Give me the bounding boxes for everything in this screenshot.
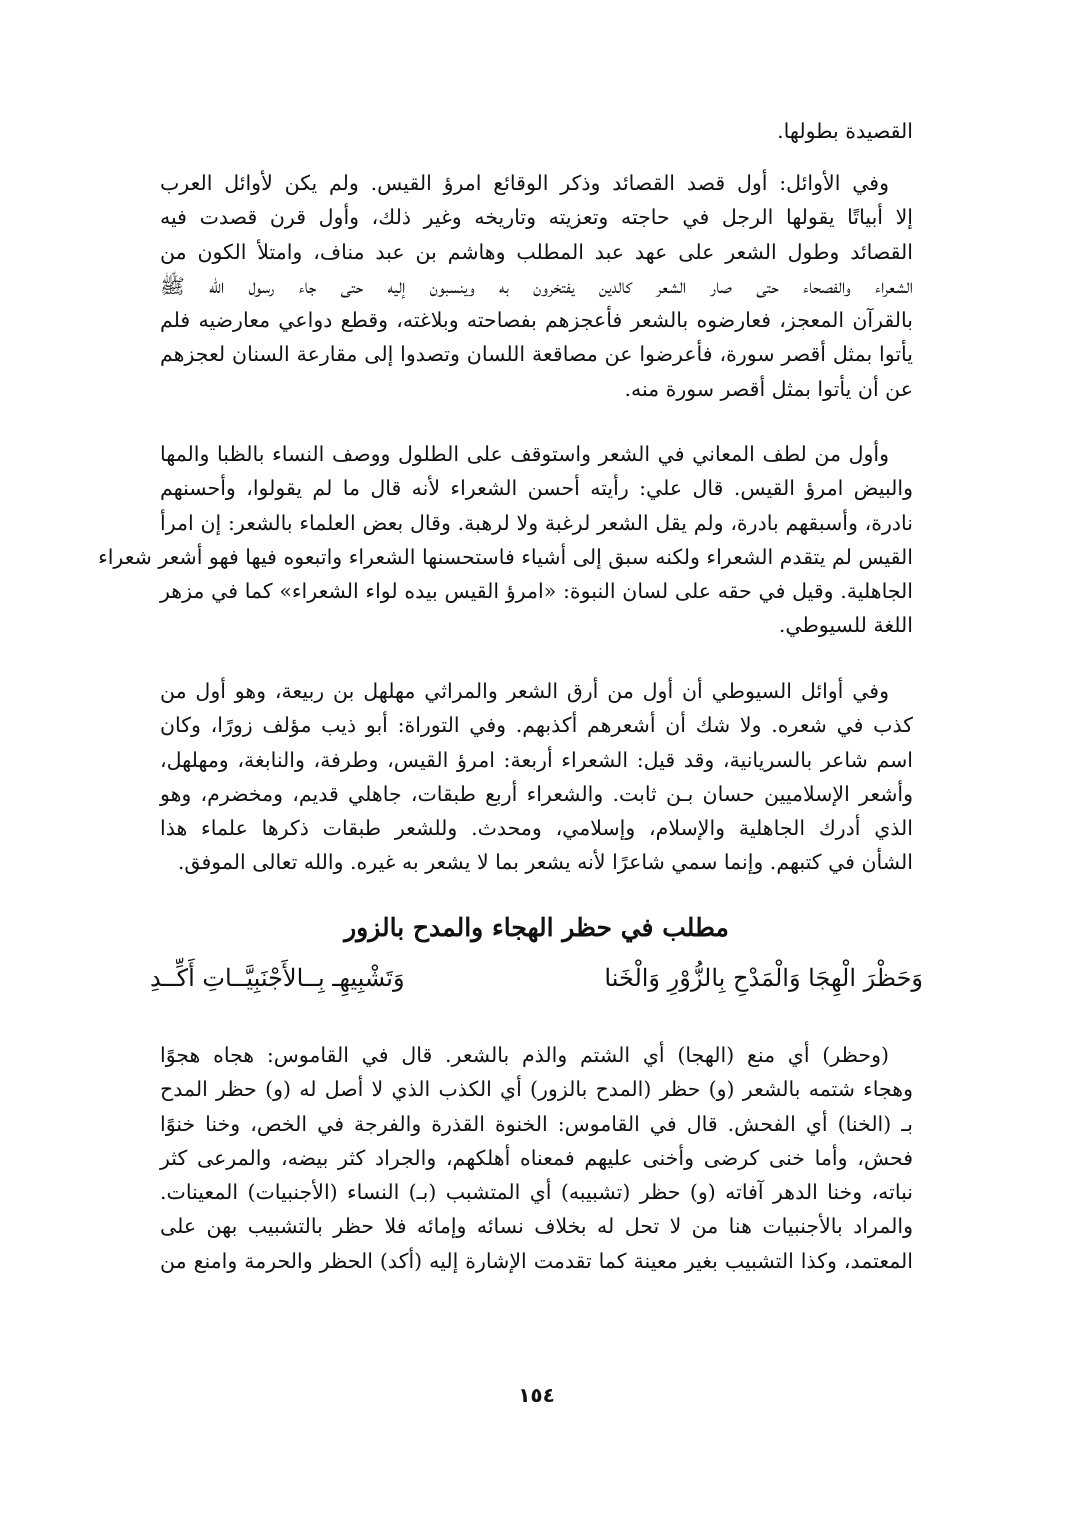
paragraph-line: بالقرآن المعجز، فعارضوه بالشعر فأعجزهم بفصاحته وبلاغته، وقطع دواعي معارضيه فلم [160,308,913,333]
paragraph-line: اسم شاعر بالسريانية، وقد قيل: الشعراء أربعة: امرؤ القيس، وطرفة، والنابغة، ومهلهل، [160,747,913,772]
paragraph-line: الذي أدرك الجاهلية والإسلام، وإسلامي، ومحدث. وللشعر طبقات ذكرها علماء هذا [160,816,913,841]
paragraph-suyuti [160,674,913,880]
paragraph-line: كذب في شعره. ولا شك أن أشعرهم أكذبهم. وفي التوراة: أبو ذيب مؤلف زورًا، وكان [160,713,913,738]
paragraph-line: القصيدة بطولها. [777,119,913,143]
paragraph-line: نباته، وخنا الدهر آفاته (و) حظر (تشبيبه) أي المتشبب (بـ) النساء (الأجنبيات) المعينات. [160,1180,913,1205]
paragraph-line: (وحظر) أي منع (الهجا) أي الشتم والذم بالشعر. قال في القاموس: هجاه هجوًا [160,1043,889,1067]
paragraph-awail [160,166,913,406]
paragraph-line: عن أن يأتوا بمثل أقصر سورة منه. [624,376,913,401]
paragraph-line: وفي الأوائل: أول قصد القصائد وذكر الوقائع امرؤ القيس. ولم يكن لأوائل العرب [160,171,889,195]
paragraph-line: الشعراء والفصحاء حتى صار الشعر كالدين يفتخرون به وينسبون إليه حتى جاء رسول الله ﷺ [160,273,913,298]
paragraph-line: إلا أبياتًا يقولها الرجل في حاجته وتعزيته وتاريخه وغير ذلك، وأول قرن قصدت فيه [160,205,913,230]
paragraph-line: والمراد بالأجنبيات هنا من لا تحل له بخلاف نسائه وإمائه فلا حظر بالتشبيب بهن على [160,1214,913,1239]
paragraph-line: يأتوا بمثل أقصر سورة، فأعرضوا عن مصاقعة اللسان وتصدوا إلى مقارعة السنان لعجزهم [160,342,913,367]
paragraph-line: فحش، وأما خنى كرضى وأخنى عليهم فمعناه أهلكهم، والجراد كثر بيضه، والمرعى كثر [160,1145,913,1170]
paragraph-imru-al-qais [98,437,913,643]
paragraph-line: القصائد وطول الشعر على عهد عبد المطلب وهاشم بن عبد مناف، وامتلأ الكون من [160,239,913,264]
verse-first-hemistich: وَحَظْرَ الْهِجَا وَالْمَدْحِ بِالزُّوْرِ وَالْخَنا [604,964,923,992]
paragraph-line: المعتمد، وكذا التشبيب بغير معينة كما تقدمت الإشارة إليه (أكد) الحظر والحرمة وامنع من [160,1248,913,1273]
paragraph-line: نادرة، وأسبقهم بادرة، ولم يقل الشعر لرغبة ولا لرهبة. وقال بعض العلماء بالشعر: إن امرأ [160,510,913,535]
section-heading: مطلب في حظر الهجاء والمدح بالزور [344,913,729,942]
paragraph-line: وأول من لطف المعاني في الشعر واستوقف على الطلول ووصف النساء بالظبا والمها [160,442,889,466]
paragraph-continuation [160,114,913,148]
paragraph-line: وهجاء شتمه بالشعر (و) حظر (المدح بالزور) أي الكذب الذي لا أصل له (و) حظر المدح [160,1077,913,1102]
paragraph-commentary [160,1038,913,1278]
paragraph-line: بـ (الخنا) أي الفحش. قال في القاموس: الخنوة القذرة والفرجة في الخص، وخنا خنوًا [160,1111,913,1136]
page-number: ١٥٤ [518,1383,555,1407]
paragraph-line: وأشعر الإسلاميين حسان بـن ثابت. والشعراء أربع طبقات، جاهلي قديم، ومخضرم، وهو [160,781,913,806]
paragraph-line: والبيض امرؤ القيس. قال علي: رأيته أحسن الشعراء لأنه قال ما لم يقولوا، وأحسنهم [160,476,913,501]
paragraph-line: وفي أوائل السيوطي أن أول من أرق الشعر والمراثي مهلهل بن ربيعة، وهو أول من [160,679,890,703]
paragraph-line: الشأن في كتبهم. وإنما سمي شاعرًا لأنه يشعر بما لا يشعر به غيره. والله تعالى الموفق. [177,850,913,875]
paragraph-line: اللغة للسيوطي. [778,613,913,638]
verse-second-hemistich: وَتَشْبِيهِـ بِــالأَجْنَبِيَّــاتِ أَكِّــدِ [150,964,405,992]
paragraph-line: القيس لم يتقدم الشعراء ولكنه سبق إلى أشياء فاستحسنها الشعراء واتبعوه فيها فهو أشعر شعراء [98,544,913,569]
poem-verse [150,964,923,992]
paragraph-line: الجاهلية. وقيل في حقه على لسان النبوة: «امرؤ القيس بيده لواء الشعراء» كما في مزهر [160,579,913,604]
